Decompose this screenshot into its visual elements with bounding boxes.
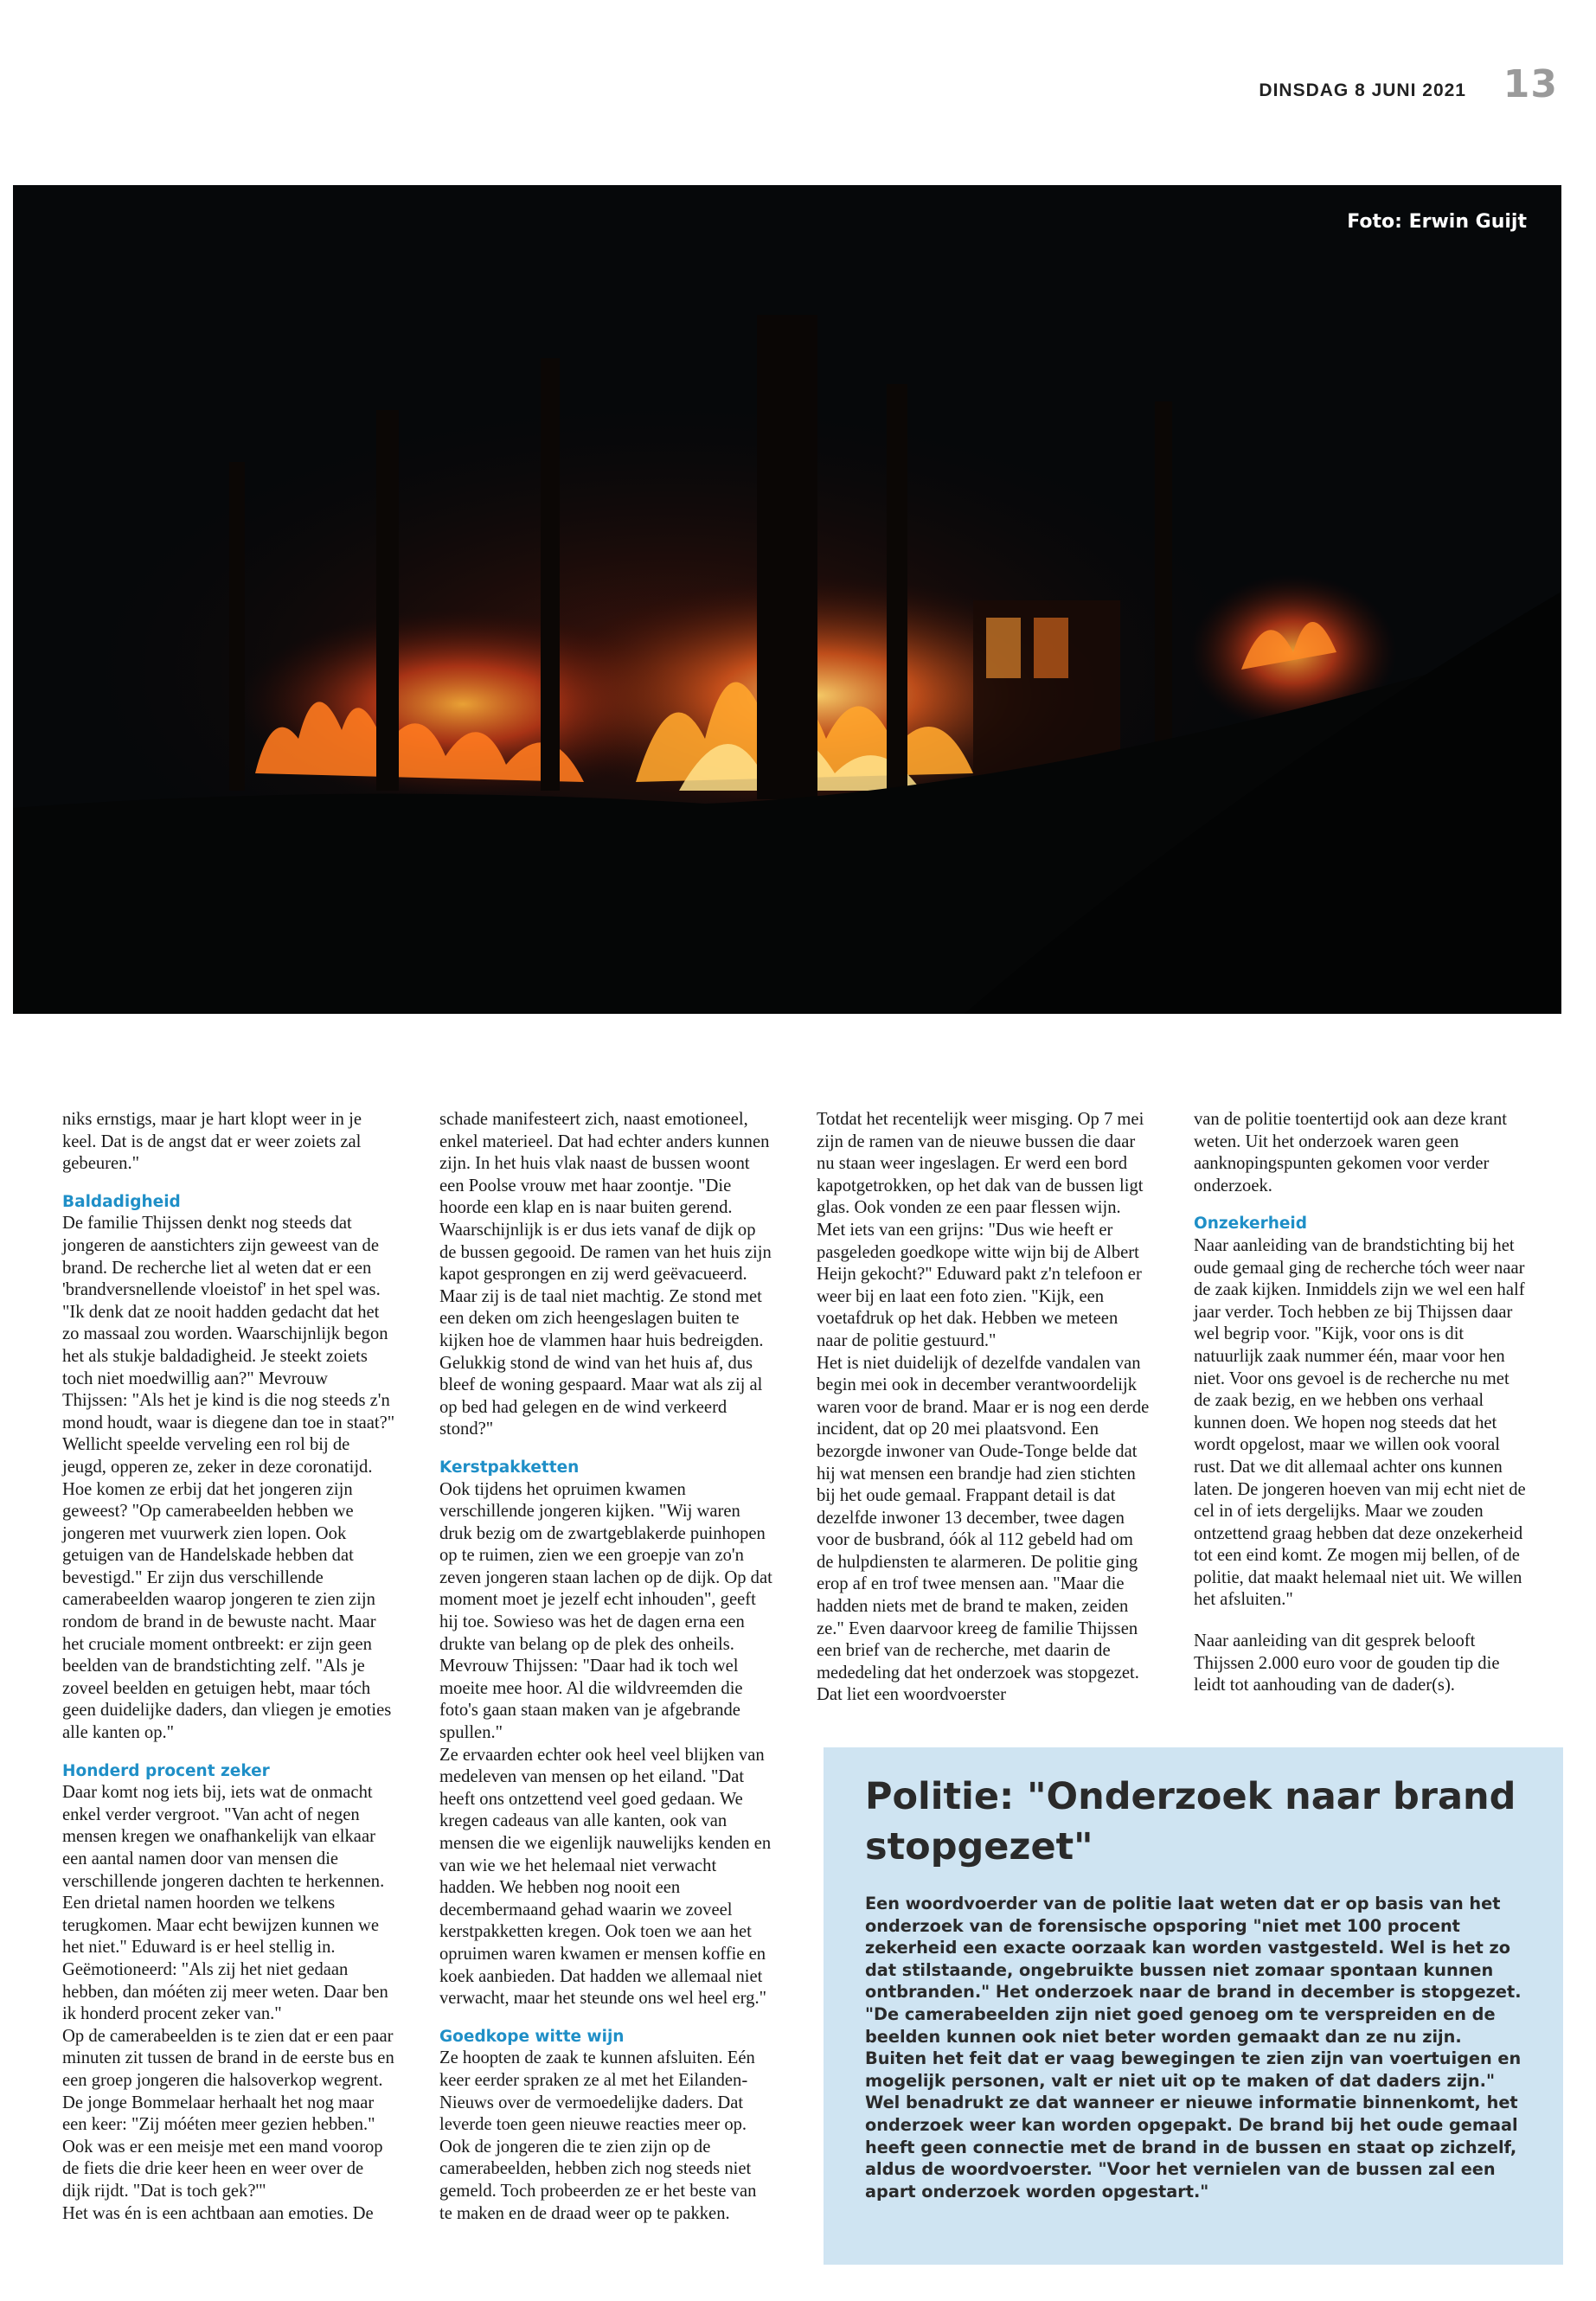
sidebar-box bbox=[824, 1747, 1563, 2265]
subheading: Baldadigheid bbox=[62, 1192, 181, 1211]
paragraph: De familie Thijssen denkt nog steeds dat jongeren de aanstichters zijn geweest van de brand. De recherche liet al weten dat er een 'brandversnellende vloeistof' in het spel was. "Ik denk dat ze nooit hadden gedacht dat het zo massaal zou worden. Waarschijnlijk begon het als stukje baldadigheid. Je steekt zoiets toch niet moedwillig aan?" Mevrouw Thijssen: "Als het je kind is die nog steeds z'n mond houdt, waar is diegene dan toe in staat?" Wellicht speelde verveling een rol bij de jeugd, opperen ze, zeker in deze coronatijd. bbox=[62, 1214, 395, 1477]
article-column-3 bbox=[817, 1109, 1150, 1707]
paragraph: van de politie toentertijd ook aan deze krant weten. Uit het onderzoek waren geen aanknopingspunten gekomen voor verder onderzoek. bbox=[1194, 1110, 1507, 1195]
subheading: Onzekerheid bbox=[1194, 1215, 1307, 1234]
sidebar-title: Politie: "Onderzoek naar brand stopgezet" bbox=[865, 1775, 1516, 1868]
photo-credit: Foto: Erwin Guijt bbox=[1347, 211, 1527, 233]
paragraph: Het is niet duidelijk of dezelfde vandalen van begin mei ook in december verantwoordelijk waren voor de brand. Maar er is nog een derde incident, dat op 20 mei plaatsvond. Een bezorgde inwoner van Oude-Tonge belde dat hij wat mensen een brandje had zien stichten bij het oude gemaal. Frappant detail is dat dezelfde inwoner 13 december, twee dagen voor de busbrand, óók al 112 gebeld had om de hulpdiensten te alarmeren. De politie ging erop af en trof twee mensen aan. "Maar die hadden niets met de brand te maken, zeiden ze." Even daarvoor kreeg de familie Thijssen een brief van de recherche, met daarin de mededeling dat het onderzoek was stopgezet. Dat liet een woordvoerster bbox=[817, 1353, 1150, 1705]
fire-scene-image bbox=[13, 185, 1561, 1014]
page-date: DINSDAG 8 JUNI 2021 bbox=[1259, 80, 1466, 100]
fire-photo bbox=[13, 185, 1561, 1014]
paragraph: Op de camerabeelden is te zien dat er een paar minuten zit tussen de brand in de eerste bus en een groep jongeren die halsoverkop wegrent. De jonge Bommelaar herhaalt het nog maar een keer: "Zij móéten meer gezien hebben." Ook was er een meisje met een mand voorop de fiets die drie keer heen en weer over de dijk rijdt. "Dat is toch gek?'" bbox=[62, 2026, 394, 2201]
article-column-1 bbox=[62, 1109, 395, 2225]
paragraph: Naar aanleiding van dit gesprek belooft Thijssen 2.000 euro voor de gouden tip die leidt tot aanhouding van de dader(s). bbox=[1194, 1631, 1500, 1695]
page-number: 13 bbox=[1503, 62, 1558, 106]
paragraph: Ze hoopten de zaak te kunnen afsluiten. Eén keer eerder spraken ze al met het Eilanden-Nieuws over de vermoedelijke daders. Dat leverde toen geen nieuwe reacties meer op. Ook de jongeren die te zien zijn op de camerabeelden, hebben zich nog steeds niet gemeld. Toch probeerden ze er het beste van te maken en de draad weer op te pakken. bbox=[439, 2048, 757, 2223]
subheading: Kerstpakketten bbox=[439, 1458, 580, 1477]
paragraph: schade manifesteert zich, naast emotioneel, enkel materieel. Dat had echter anders kunnen zijn. In het huis vlak naast de bussen woont een Poolse vrouw met haar zoontje. "Die hoorde een klap en is naar buiten gerend. Waarschijnlijk is er dus iets vanaf de dijk op de bussen gegooid. De ramen van het huis zijn kapot gesprongen en zij werd geëvacueerd. Maar zij is de taal niet machtig. Ze stond met een deken om zich heengeslagen buiten te kijken hoe de vlammen haar huis bedreigden. Gelukkig stond de wind van het huis af, dus bleef de woning gespaard. Maar wat als zij al op bed had gelegen en de wind verkeerd stond?" bbox=[439, 1110, 772, 1439]
article-column-2 bbox=[439, 1109, 772, 2225]
paragraph: Daar komt nog iets bij, iets wat de onmacht enkel verder vergroot. "Van acht of negen mensen kregen we onafhankelijk van elkaar een aantal namen door van mensen die verschillende jongeren dachten te herkennen. Een drietal namen hoorden we telkens terugkomen. Maar echt bewijzen kunnen we het niet." Eduward is er heel stellig in. Geëmotioneerd: "Als zij het niet gedaan hebben, dan móéten zij meer weten. Daar ben ik honderd procent zeker van." bbox=[62, 1783, 388, 2024]
paragraph: Ze ervaarden echter ook heel veel blijken van medeleven van mensen op het eiland. "Dat heeft ons ontzettend veel goed gedaan. We kregen cadeaus van alle kanten, ook van mensen die we eigenlijk nauwelijks kenden en van wie we het helemaal niet verwacht hadden. We hebben nog nooit een decembermaand gehad waarin we zoveel kerstpakketten kregen. Ook toen we aan het opruimen waren kwamen er mensen koffie en koek aanbieden. Dat hadden we allemaal niet verwacht, maar het steunde ons wel heel erg." bbox=[439, 1745, 772, 2009]
paragraph: Ook tijdens het opruimen kwamen verschillende jongeren kijken. "Wij waren druk bezig om de zwartgeblakerde puinhopen op te ruimen, zien we een groepje van zo'n zeven jongeren staan lachen op de dijk. Op dat moment moet je jezelf echt inhouden", geeft hij toe. Sowieso was het de dagen erna een drukte van belang op de plek des onheils. Mevrouw Thijssen: "Daar had ik toch wel moeite mee hoor. Al die wildvreemden die foto's gaan staan maken van je afgebrande spullen." bbox=[439, 1479, 772, 1743]
paragraph: Naar aanleiding van de brandstichting bij het oude gemaal ging de recherche tóch weer naar de zaak kijken. Inmiddels zijn we wel een half jaar verder. Toch hebben ze bij Thijssen daar wel begrip voor. "Kijk, voor ons is dit natuurlijk zaak nummer één, maar voor hen niet. Voor ons gevoel is de recherche nu met de zaak bezig, en we hebben ons verhaal kunnen doen. We hopen nog steeds dat het wordt opgelost, maar we willen ook vooral rust. Dat we dit allemaal achter ons kunnen laten. De jongeren hoeven van mij echt niet de cel in of iets dergelijks. Maar we zouden ontzettend graag hebben dat deze onzekerheid tot een eind komt. Ze mogen mij bellen, of de politie, dat maakt helemaal niet uit. We willen het afsluiten." bbox=[1194, 1235, 1526, 1610]
paragraph: Hoe komen ze erbij dat het jongeren zijn geweest? "Op camerabeelden hebben we jongeren met vuurwerk zien lopen. Ook getuigen van de Handelskade hebben dat bevestigd." Er zijn dus verschillende camerabeelden waarop jongeren te zien zijn rondom de brand in de bewuste nacht. Maar het cruciale moment ontbreekt: er zijn geen beelden van de brandstichting zelf. "Als je zoveel beelden en getuigen hebt, maar tóch geen duidelijke daders, dan vliegen je emoties alle kanten op." bbox=[62, 1479, 392, 1743]
paragraph: Totdat het recentelijk weer misging. Op 7 mei zijn de ramen van de nieuwe bussen die daar nu staan weer ingeslagen. Er werd een bord kapotgetrokken, op het dak van de bussen ligt glas. Ook vonden ze een paar flessen wijn. Met iets van een grijns: "Dus wie heeft er pasgeleden goedkope witte wijn bij de Albert Heijn gekocht?" Eduward pakt z'n telefoon er weer bij en laat een foto zien. "Kijk, een voetafdruk op het dak. Hebben we meteen naar de politie gestuurd." bbox=[817, 1110, 1144, 1350]
sidebar-text: Een woordvoerder van de politie laat weten dat er op basis van het onderzoek van de forensische opsporing "niet met 100 procent zekerheid een exacte oorzaak kan worden vastgesteld. Wel is het zo dat stilstaande, ongebruikte bussen niet zomaar spontaan kunnen ontbranden." Het onderzoek naar de brand in december is stopgezet. "De camerabeelden zijn niet goed genoeg om te verspreiden en de beelden kunnen ook niet beter worden gemaakt dan ze nu zijn. Buiten het feit dat er vaag bewegingen te zien zijn van voertuigen en mogelijk personen, valt er niet uit op te maken of dat daders zijn." Wel benadrukt ze dat wanneer er nieuwe informatie binnenkomt, het onderzoek weer kan worden opgepakt. De brand bij het oude gemaal heeft geen connectie met de brand in de bussen en staat op zichzelf, aldus de woordvoerster. "Voor het vernielen van de bussen zal een apart onderzoek worden opgestart." bbox=[865, 1894, 1522, 2202]
paragraph-gap bbox=[1194, 1612, 1527, 1631]
subheading: Goedkope witte wijn bbox=[439, 2027, 625, 2046]
paragraph: Het was én is een achtbaan aan emoties. De bbox=[62, 2203, 374, 2223]
article-column-4 bbox=[1194, 1109, 1527, 1697]
subheading: Honderd procent zeker bbox=[62, 1761, 270, 1780]
paragraph: niks ernstigs, maar je hart klopt weer in je keel. Dat is de angst dat er weer zoiets zal gebeuren." bbox=[62, 1110, 362, 1174]
